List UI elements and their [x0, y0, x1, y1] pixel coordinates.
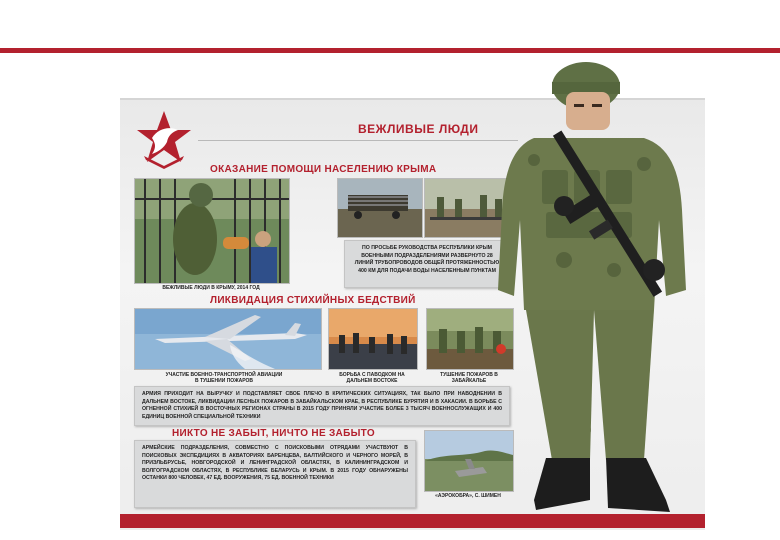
photo-flood-rescue — [328, 308, 418, 370]
yunarmiya-emblem — [134, 108, 194, 170]
section-title-memory: НИКТО НЕ ЗАБЫТ, НИЧТО НЕ ЗАБЫТО — [172, 428, 375, 439]
photo-pipeline-vehicles — [337, 178, 423, 238]
section-title-crimea: ОКАЗАНИЕ ПОМОЩИ НАСЕЛЕНИЮ КРЫМА — [210, 164, 437, 175]
info-box-search-expeditions: АРМЕЙСКИЕ ПОДРАЗДЕЛЕНИЯ, СОВМЕСТНО С ПОИСКОВЫМИ ОТРЯДАМИ УЧАСТВУЮТ В ПОИСКОВЫХ ЭКСПЕДИЦИЯХ В АКВАТОРИЯХ БАРЕНЦЕВА, БАЛТИЙСКОГО И ЧЕРНОГО МОРЕЙ, В ПРИЭЛЬБРУСЬЕ, НОВГОРОДСКОЙ И ЛЕНИНГРАДСКОЙ ОБЛАСТЯХ, В КАЛИНИНГРАДСКОМ И ВОЛГОГРАДСКОМ ОБЛАСТЯХ, В РЕСПУБЛИКЕ БЕЛАРУСЬ И КРЫМ. В 2015 ГОДУ ОБНАРУЖЕНЫ ОСТАНКИ 800 ЧЕЛОВЕК, 47 ЕД. ВООРУЖЕНИЯ, 75 ЕД. ВОЕННОЙ ТЕХНИКИ — [134, 440, 416, 508]
top-accent-line — [0, 48, 780, 53]
info-box-crimea-water: ПО ПРОСЬБЕ РУКОВОДСТВА РЕСПУБЛИКИ КРЫМ ВОЕННЫМИ ПОДРАЗДЕЛЕНИЯМИ РАЗВЕРНУТО 28 ЛИНИЙ ТРУБОПРОВОДОВ ОБЩЕЙ ПРОТЯЖЕННОСТЬЮ 400 КМ ДЛЯ ПОДАЧИ ВОДЫ НАСЕЛЕННЫМ ПУНКТАМ — [344, 240, 510, 288]
poster-title: ВЕЖЛИВЫЕ ЛЮДИ — [358, 122, 479, 136]
photo-caption-flood: БОРЬБА С ПАВОДКОМ НА ДАЛЬНЕМ ВОСТОКЕ — [339, 372, 405, 384]
photo-caption-aviation: УЧАСТИЕ ВОЕННО-ТРАНСПОРТНОЙ АВИАЦИИ В ТУШЕНИИ ПОЖАРОВ — [165, 372, 283, 384]
title-divider — [198, 140, 518, 141]
section-title-disasters: ЛИКВИДАЦИЯ СТИХИЙНЫХ БЕДСТВИЙ — [210, 295, 416, 306]
photo-soldier-with-child — [134, 178, 290, 284]
info-box-disasters: АРМИЯ ПРИХОДИТ НА ВЫРУЧКУ И ПОДСТАВЛЯЕТ СВОЕ ПЛЕЧО В КРИТИЧЕСКИХ СИТУАЦИЯХ, ТАК БЫЛО ПРИ НАВОДНЕНИИ В ДАЛЬНЕМ ВОСТОКЕ, ЛИКВИДАЦИИ ЛЕСНЫХ ПОЖАРОВ В ЗАБАЙКАЛЬСКОМ КРАЕ, В РЕСПУБЛИКЕ БУРЯТИЯ И В ХАКАСИИ. В БОРЬБЕ С ОГНЕННОЙ СТИХИЕЙ В ВОСТОЧНЫХ РЕГИОНАХ СТРАНЫ В 2015 ГОДУ ПРИНЯЛИ УЧАСТИЕ БОЛЕЕ 3 ТЫСЯЧ ВОЕННОСЛУЖАЩИХ И 400 ЕДИНИЦ ВОЕННОЙ СПЕЦИАЛЬНОЙ ТЕХНИКИ — [134, 386, 510, 426]
soldier-figure — [494, 60, 709, 522]
photo-caption-fire: ТУШЕНИЕ ПОЖАРОВ В ЗАБАЙКАЛЬЕ — [440, 372, 498, 384]
photo-aircraft-firefighting — [134, 308, 322, 370]
photo-caption-crimea: ВЕЖЛИВЫЕ ЛЮДИ В КРЫМУ, 2014 ГОД — [162, 285, 260, 291]
photo-caption-wreck: «АЭРОКОБРА», С. ШИМЕН — [435, 493, 501, 499]
